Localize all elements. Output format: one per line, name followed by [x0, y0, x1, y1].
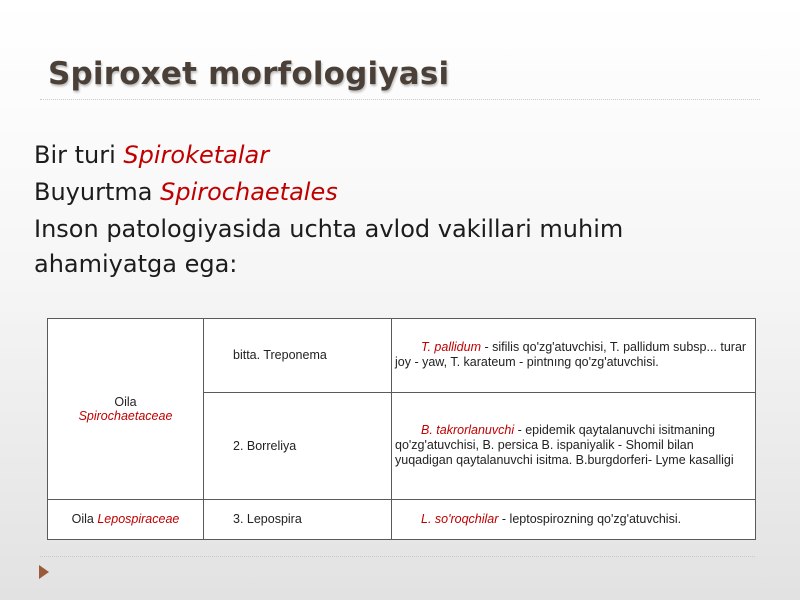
genera-table	[47, 318, 756, 540]
genus-cell: 2. Borreliya	[204, 392, 392, 499]
family-name: Spirochaetaceae	[78, 408, 173, 423]
species-description: - sifilis qo'zg'atuvchisi, T. pallidum subsp... turar joy - yaw, T. karateum - pintnıng qo'zg'atuvchisi.	[395, 340, 747, 370]
line-species-prefix: Bir turi	[34, 141, 124, 169]
title-divider	[40, 99, 760, 100]
line-order	[34, 175, 714, 210]
genus-cell: 3. Lepospira	[204, 499, 392, 539]
description-cell	[392, 319, 756, 393]
family-label: Oila	[114, 394, 137, 409]
line-species	[34, 138, 714, 173]
family-cell-lepospiraceae	[48, 499, 204, 539]
body-text	[34, 138, 714, 284]
table-row	[48, 499, 756, 539]
slide-title: Spiroxet morfologiyasi	[48, 56, 450, 92]
line-order-name: Spirochaetales	[160, 178, 338, 206]
species-name: L. so'roqchilar	[421, 511, 499, 526]
family-label: Oila	[71, 512, 98, 527]
line-order-prefix: Buyurtma	[34, 178, 161, 206]
species-description: - leptospirozning qo'zg'atuvchisi.	[498, 511, 682, 526]
play-arrow-icon[interactable]	[39, 565, 49, 579]
species-name: T. pallidum	[421, 340, 481, 355]
species-name: B. takrorlanuvchi	[421, 423, 515, 438]
description-cell	[392, 499, 756, 539]
family-name: Lepospiraceae	[97, 512, 180, 527]
line-species-name: Spiroketalar	[123, 141, 270, 169]
table-row	[48, 319, 756, 393]
footer-divider	[40, 556, 755, 557]
family-cell-spirochaetaceae	[48, 319, 204, 500]
species-description: - epidemik qaytalanuvchi isitmaning qo'zg'atuvchisi, B. persica B. ispaniyalik - Shomil bilan yuqadigan qaytalanuvchi isitma. B.burgdorferi- Lyme kasalligi	[395, 423, 734, 468]
genus-cell: bitta. Treponema	[204, 319, 392, 393]
description-cell	[392, 392, 756, 499]
line-pathology: Inson patologiyasida uchta avlod vakillari muhim ahamiyatga ega:	[34, 215, 624, 278]
